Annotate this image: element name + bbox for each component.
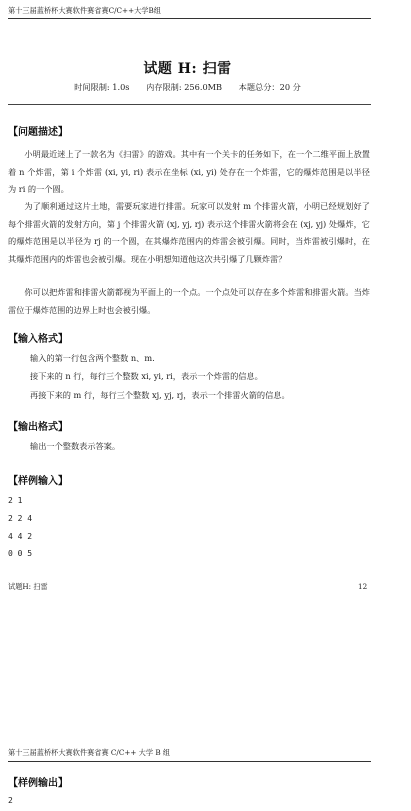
header-rule (8, 18, 371, 19)
input-line-3: 再接下来的 m 行，每行三个整数 xj, yj, rj，表示一个排雷火箭的信息。 (30, 390, 290, 400)
footer-page-number: 12 (358, 582, 368, 591)
title-rule (8, 104, 371, 105)
memory-limit: 内存限制: 256.0MB (146, 82, 223, 92)
sample-input-heading: 【样例输入】 (8, 476, 68, 487)
sample-input-line: 2 1 (8, 496, 23, 505)
sample-output-heading: 【样例输出】 (8, 778, 68, 789)
running-header: 第十三届蓝桥杯大赛软件赛省赛 C/C++ 大学 B 组 (8, 748, 171, 757)
problem-title: 试题 H: 扫雷 (143, 61, 232, 77)
description-paragraph-2: 为了顺利通过这片土地，需要玩家进行排雷。玩家可以发射 m 个排雷火箭，小明已经规划好了每个排雷火箭的发射方向，第 j 个排雷火箭 (xj, yj, rj) 表示这个排雷火箭将会在 (xj, yj) 处爆炸，它的爆炸范围是以半径为 rj 的一个圆，在其爆炸范围内的炸雷会被引爆。同时，当炸雷被引爆时，在其爆炸范围内的炸雷也会被引爆。现在小明想知道他这次共引爆了几颗炸雷？ (8, 201, 370, 264)
total-score: 本题总分：20 分 (238, 82, 301, 92)
sample-output-block (8, 792, 13, 810)
output-line: 输出一个整数表示答案。 (30, 441, 121, 451)
page-gap (0, 612, 411, 734)
description-paragraph-3: 你可以把炸雷和排雷火箭都视为平面上的一个点。一个点处可以存在多个炸雷和排雷火箭。当炸雷位于爆炸范围的边界上时也会被引爆。 (8, 287, 370, 315)
problem-limits (0, 82, 375, 93)
problem-description-heading: 【问题描述】 (8, 127, 68, 138)
input-format-heading: 【输入格式】 (8, 334, 68, 345)
running-header: 第十三届蓝桥杯大赛软件赛省赛C/C++大学B组 (8, 6, 161, 15)
output-format-heading: 【输出格式】 (8, 422, 68, 433)
input-line-2: 接下来的 n 行，每行三个整数 xi, yi, ri，表示一个炸雷的信息。 (30, 371, 263, 381)
description-paragraph-1: 小明最近迷上了一款名为《扫雷》的游戏。其中有一个关卡的任务如下，在一个二维平面上放置着 n 个炸雷，第 i 个炸雷 (xi, yi, ri) 表示在坐标 (xi, yi) 处存在一个炸雷，它的爆炸范围是以半径为 ri 的一个圆。 (8, 149, 370, 194)
sample-input-line: 2 2 4 (8, 513, 33, 523)
time-limit: 时间限制: 1.0s (74, 82, 130, 92)
sample-input-block (8, 492, 32, 563)
input-line-1: 输入的第一行包含两个整数 n、m. (30, 353, 155, 363)
page-2 (0, 734, 411, 811)
footer-problem-name: 试题H: 扫雷 (8, 582, 48, 591)
header-rule (8, 761, 371, 762)
sample-input-line: 4 4 2 (8, 531, 33, 541)
sample-input-line: 0 0 5 (8, 549, 33, 559)
sample-output-line: 2 (8, 796, 13, 805)
